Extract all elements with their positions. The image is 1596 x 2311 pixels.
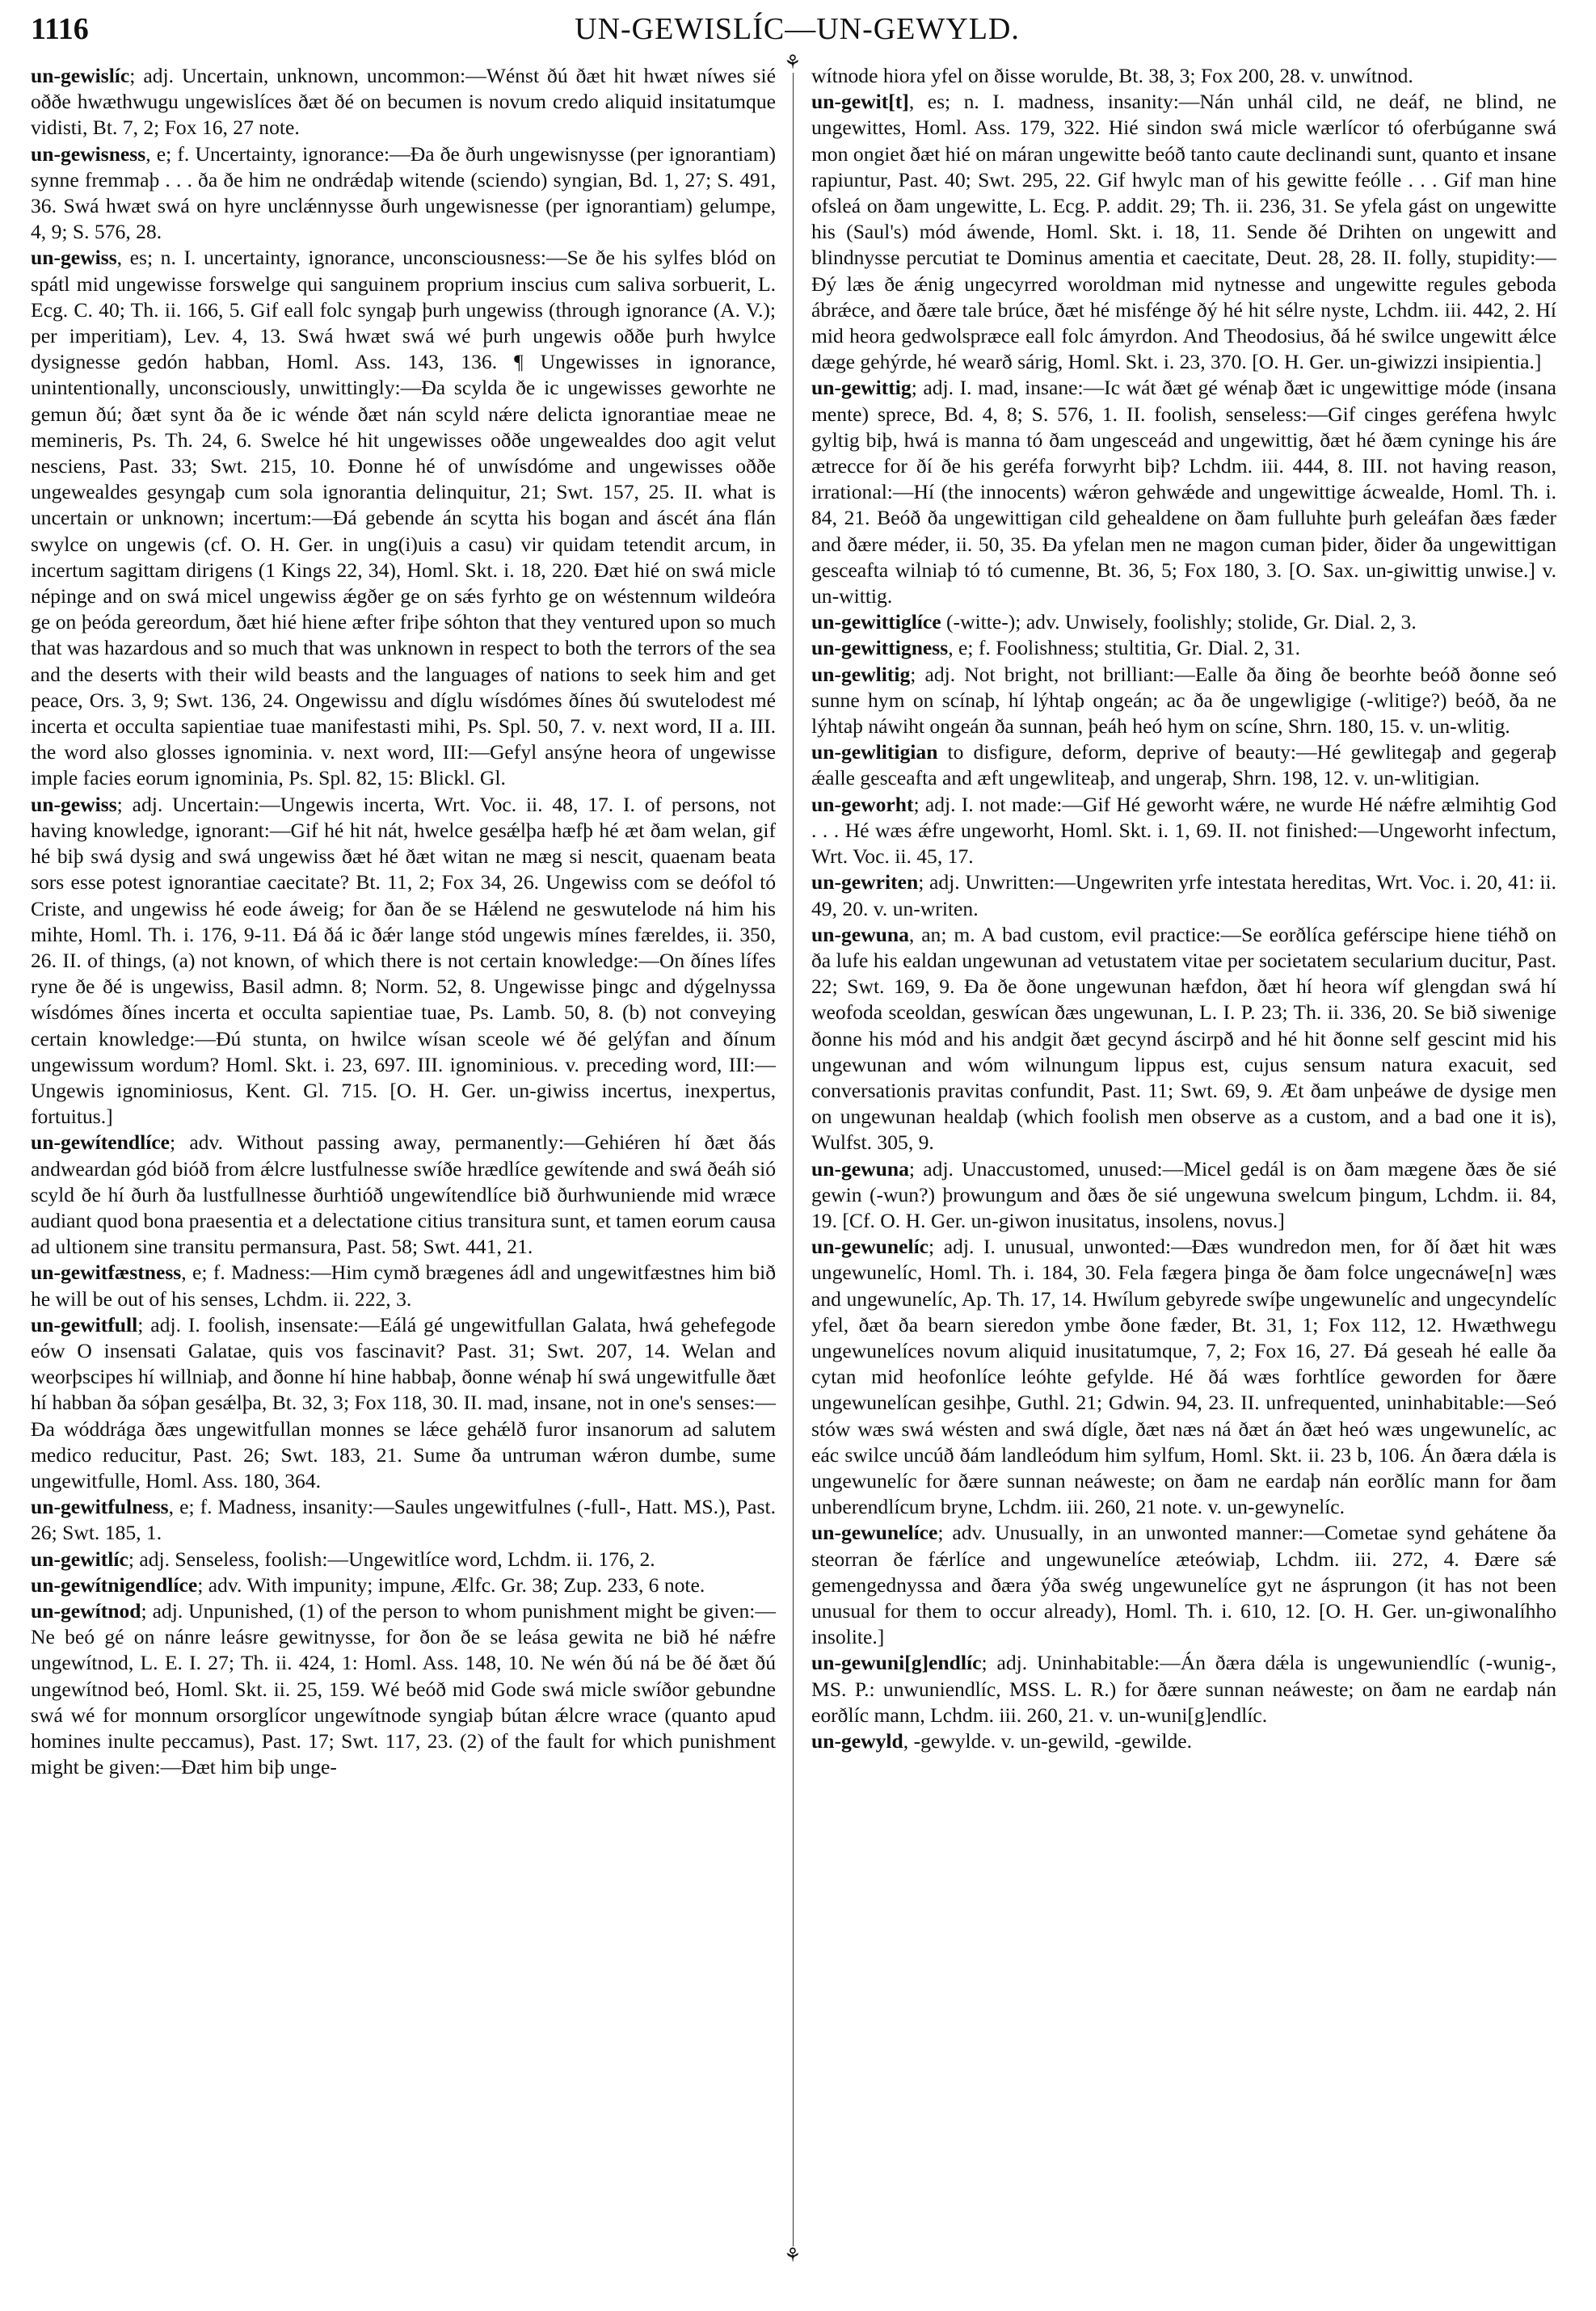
entry-headword: un-gewitfulness	[31, 1495, 169, 1519]
entry-text: ; adj. Unaccustomed, unused:—Micel gedál is on ðam mægene ðæs ðe sié gewin (-wun?) þrowungum and ðæs ðe sié ungewuna swelcum þingum, Lchdm. ii. 84, 19. [Cf. O. H. Ger. un-giwon inusitatus, insolens, novus.]	[811, 1156, 1556, 1232]
dictionary-entry	[31, 1598, 776, 1780]
entry-text: to disfigure, deform, deprive of beauty:—Hé gewlitegaþ and gegeraþ ǽalle gesceafta and æft ungewliteaþ, and ungeraþ, Shrn. 198, 12. v. un-wlitigian.	[811, 740, 1556, 790]
entry-headword: un-gewyld	[811, 1729, 903, 1753]
entry-headword: un-gewítnod	[31, 1598, 141, 1623]
page-header	[31, 11, 1564, 52]
entry-headword: un-gewisness	[31, 141, 146, 166]
dictionary-entry	[31, 1547, 776, 1572]
entry-headword: un-gewlitig	[811, 662, 911, 686]
dictionary-entry	[811, 1650, 1556, 1728]
dictionary-entry	[31, 63, 776, 141]
entry-text: ; adj. I. unusual, unwonted:—Ðæs wundredon men, for ðí ðæt hit wæs ungewunelíc, Homl. Th. i. 184, 30. Fela fægera þinga ðe ðam folce ungecnáwe[n] wæs and ungewunelíc, Ap. Th. 17, 14. Hwílum gebyrede swíþe ungewunelíc and ungecyndelíc yfel, ðæt ða bearn sieredon ymbe ðone fæder, Bt. 31, 1; Fox 112, 12. Hwæthwegu ungewunelíces novum aliquid inusitatumque, 7, 2; Fox 16, 27. Ðá geseah hé ealle ða cytan mid heofonlíce leóhte gefylde. Hé ðá wæs forhtlíce geworden for ðære ungewunelícan gesihþe, Guthl. 21; Gdwin. 94, 23. II. unfrequented, uninhabitable:—Seó stów wæs swá wésten and swá dígle, ðæt næs ná ðæt án ðæt heó wæs ungewunelíc, ac eác swilce uncúð ðám landleódum him sylfum, Homl. Skt. ii. 23 b, 106. Án ðæra dǽla is ungewunelíc for ðære sunnan neáweste; on ðam ne eardaþ nán eorðlíc mann for ðam unberendlícum bryne, Lchdm. iii. 260, 21 note. v. un-gewynelíc.	[811, 1235, 1556, 1519]
dictionary-entry	[811, 375, 1556, 609]
entry-headword: un-gewit[t]	[811, 90, 909, 114]
entry-text: ; adj. Uncertain:—Ungewis incerta, Wrt. Voc. ii. 48, 17. I. of persons, not having knowledge, ignorant:—Gif hé hit nát, hwelce gesǽlþa hæfþ hé æt ðam welan, gif hé biþ swá dysig and swá ungewiss ðæt hé ðæt witan ne mæg si nescit, quaenam beata sors esse potest ignorantiae caecitate? Bt. 11, 2; Fox 34, 26. Ungewiss com se deófol tó Criste, and ungewiss hé eode áweig; for ðan ðe se Hǽlend ne geswutelode ná him his mihte, Homl. Th. i. 176, 9-11. Ðá ðá ic ðǽr lange stód ungewis mínes færeldes, ii. 350, 26. II. of things, (a) not known, of which there is not certain knowledge:—On ðínes lífes ryne ðe ðé is ungewiss, Basil admn. 8; Norm. 52, 8. Ungewisse þingc and dýgelnyssa wísdómes ðínes incerta et occulta sapientiae tuae, Ps. Lamb. 50, 8. (b) not conveying certain knowledge:—Ðú stunta, on hwilce wísan sceole wé ðé gelýfan and ðínum ungewissum wordum? Homl. Skt. i. 23, 697. III. ignominious. v. preceding word, III:—Ungewis ignominiosus, Kent. Gl. 715. [O. H. Ger. un-giwiss incertus, inexpertus, fortuitus.]	[31, 792, 776, 1129]
dictionary-entry	[811, 89, 1556, 375]
entry-headword: un-gewittigness	[811, 636, 949, 660]
entry-text: ; adj. Not bright, not brilliant:—Ealle ða ðing ðe beorhte beóð ðonne seó sunne hym on scínaþ, hí lýhtaþ ongeán; ac ða ðe ungewligige (-wlitige?) beóð, ða ne lýhtaþ náwiht ongeán ða sunnan, þeáh heó hym on scíne, Shrn. 180, 15. v. un-wlitig.	[811, 662, 1556, 739]
page-number: 1116	[31, 12, 89, 46]
entry-text: wítnode hiora yfel on ðisse worulde, Bt. 38, 3; Fox 200, 28. v. unwítnod.	[811, 64, 1413, 87]
entry-headword: un-gewítnigendlíce	[31, 1572, 198, 1597]
dictionary-entry	[811, 869, 1556, 921]
dictionary-entry	[811, 1234, 1556, 1520]
dictionary-entry	[31, 1130, 776, 1260]
entry-text: , e; f. Madness:—Him cymð brægenes ádl and ungewitfæstnes him bið he will be out of his senses, Lchdm. ii. 222, 3.	[31, 1261, 776, 1311]
ornament-bottom-icon: ⚘	[784, 2246, 802, 2267]
entry-headword: un-gewunelíc	[811, 1235, 929, 1259]
entry-text: , e; f. Uncertainty, ignorance:—Ða ðe ðurh ungewisnysse (per ignorantiam) synne fremmaþ . . . ða ðe him ne ondrǽdaþ witende (sciendo) syngian, Bd. 1, 27; S. 491, 36. Swá hwæt swá on hyre unclǽnnysse ðurh ungewisnesse (per ignorantiam) gelumpe, 4, 9; S. 576, 28.	[31, 141, 776, 244]
dictionary-entry	[31, 792, 776, 1130]
entry-headword: un-gewiss	[31, 792, 117, 816]
entry-text: , -gewylde. v. un-gewild, -gewilde.	[903, 1729, 1193, 1753]
entry-headword: un-gewislíc	[31, 64, 130, 87]
entry-headword: un-gewiss	[31, 246, 117, 270]
entry-text: , es; n. I. madness, insanity:—Nán unhál cild, ne deáf, ne blind, ne ungewittes, Homl. Ass. 179, 322. Hié sindon swá micle wærlícor tó oferbúganne swá mon ongiet ðæt hié on máran ungewitte beóð tanto caute declinandi sunt, quanto et insane rapiuntur, Past. 40; Swt. 295, 22. Gif hwylc man of his gewitte feólle . . . Gif man hine ofsleá on ðam ungewitte, L. Ecg. P. addit. 29; Th. ii. 236, 31. Se yfela gást on ungewitte his (Saul's) mód áwende, Homl. Skt. i. 18, 11. Sende ðé Drihten on ungewitt and blindnysse percutiat te Dominus amentia et caecitate, Deut. 28, 28. II. folly, stupidity:—Ðý læs ðe ǽnig ungecyrred woroldman mid nytnesse and ungewitte regules geboda ábrǽce, and ðære tale brúce, ðæt hé misfénge ðý hé hit sélre nyste, Lchdm. iii. 442, 2. Hí mid heora gedwolspræce eall folc ámyrdon. And Theodosius, ðá hé swilce ungewitt ǽlce dæge gehýrde, hé wearð sárig, Homl. Skt. i. 23, 370. [O. H. Ger. un-giwizzi insipientia.]	[811, 90, 1556, 374]
dictionary-entry	[811, 739, 1556, 791]
entry-text: ; adj. I. foolish, insensate:—Eálá gé ungewitfullan Galata, hwá gehefegode eów O insensati Galatae, quis vos fascinavit? Past. 31; Swt. 207, 14. Welan and weorþscipes hí willniaþ, and ðonne hí hine habbaþ, ðonne wénaþ hí swá ungewitfulle ðæt hí habban ða sóþan gesǽlþa, Bt. 32, 3; Fox 118, 30. II. mad, insane, not in one's senses:—Ða wóddrága ðæs ungewitfullan monnes se lǽce gehǽlð furor insanorum ad salutem medico reducitur, Past. 26; Swt. 183, 21. Sume ða untruman wǽron dumbe, sume ungewitfulle, Homl. Ass. 180, 364.	[31, 1312, 776, 1492]
entry-headword: un-gewuni[g]endlíc	[811, 1651, 982, 1675]
left-column	[31, 63, 776, 1780]
dictionary-entry	[811, 63, 1556, 89]
entry-headword: un-gewittiglíce	[811, 610, 941, 634]
entry-headword: un-gewriten	[811, 870, 919, 895]
entry-headword: un-gewuna	[811, 1156, 909, 1181]
dictionary-entry	[811, 1728, 1556, 1754]
entry-text: ; adj. Unpunished, (1) of the person to whom punishment might be given:—Ne beó gé on nánre leásre gewitnysse, for ðon ðe se leása gewita ne bið hé nǽfre ungewítnod, L. E. I. 27; Th. ii. 424, 1: Homl. Ass. 148, 10. Ne wén ðú ná be ðé ðæt ðú ungewítnod beó, Homl. Skt. ii. 25, 159. Wé beóð mid Gode swá micle swíðor gebundne swá wé for monnum orsorglícor ungewítnode syngiaþ bútan ǽlcre wrace (quanto apud homines inulte peccamus), Past. 17; Swt. 117, 23. (2) of the fault for which punishment might be given:—Ðæt him biþ unge-	[31, 1598, 776, 1779]
entry-text: ; adj. Senseless, foolish:—Ungewitlíce word, Lchdm. ii. 176, 2.	[128, 1547, 655, 1571]
entry-text: ; adv. Without passing away, permanently:—Gehiéren hí ðæt ðás andweardan gód bióð from ǽlcre lustfulnesse swíðe hrædlíce gewítende and swá ðeáh sió scyld ðe hí ðurh ða lustfullnesse ðurhtióð ungewítendlíce bið ðurhwuniende mid wræce audiant quod bona praesentia et a delectatione citius transitura sunt, et tamen eorum causa ad ultionem sine transitu permansura, Past. 58; Swt. 441, 21.	[31, 1130, 776, 1259]
entry-text: ; adj. Uncertain, unknown, uncommon:—Wénst ðú ðæt hit hwæt níwes sié oððe hwæthwugu ungewislíces ðæt ðé on becumen is novum credo aliquid insitatumque vidisti, Bt. 7, 2; Fox 16, 27 note.	[31, 64, 776, 140]
dictionary-entry	[811, 635, 1556, 661]
entry-text: ; adj. Uninhabitable:—Án ðæra dǽla is ungewuniendlíc (-wunig-, MS. P.: unwuniendlíc, MSS. L. R.) for ðære sunnan neáweste; on ðam ne eardaþ nán eorðlíc mann, Lchdm. iii. 260, 21. v. un-wuni[g]endlíc.	[811, 1651, 1556, 1727]
dictionary-entry	[811, 609, 1556, 635]
dictionary-entry	[811, 922, 1556, 1156]
entry-text: , e; f. Foolishness; stultitia, Gr. Dial. 2, 31.	[948, 636, 1301, 660]
dictionary-entry	[31, 1572, 776, 1598]
entry-headword: un-gewitlíc	[31, 1547, 128, 1571]
entry-headword: un-geworht	[811, 792, 914, 816]
entry-text: ; adj. Unwritten:—Ungewriten yrfe intestata hereditas, Wrt. Voc. i. 20, 41: ii. 49, 20. v. un-writen.	[811, 870, 1556, 920]
dictionary-entry	[31, 245, 776, 791]
entry-headword: un-gewitfull	[31, 1312, 138, 1337]
entry-text: , an; m. A bad custom, evil practice:—Se eorðlíca geférscipe hiene tiéhð on ða lufe his ealdan ungewunan ad vetustatem vitae per societatem secularium ducitur, Past. 22; Swt. 169, 9. Ða ðe ðone ungewunan hæfdon, ðæt hí heora wíf glengdan swá hí weofoda sceoldan, geswícan ðæs ungewunan, L. I. P. 23; Th. ii. 336, 20. Se bið siwenige ðonne his mód and his andgit ðæt gecynd áscirpð and hé hit ðonne self gescint mid his ungewunan and wóm wilnungum lippus est, cujus sensum natura exacuit, sed conversationis pravitas confundit, Past. 11; Swt. 69, 9. Æt ðam unþeáwe de dysige men on ungewunan healdaþ (which foolish men observe as a custom, and a bad one it is), Wulfst. 305, 9.	[811, 922, 1556, 1155]
entry-headword: un-gewítendlíce	[31, 1130, 171, 1155]
entry-text: , e; f. Madness, insanity:—Saules ungewitfulnes (-full-, Hatt. MS.), Past. 26; Swt. 185, 1.	[31, 1495, 776, 1545]
entry-headword: un-gewunelíce	[811, 1521, 938, 1545]
entry-text: ; adv. Unusually, in an unwonted manner:—Cometae synd gehátene ða steorran ðe fǽrlíce and ungewunelíce æteówiaþ, Lchdm. iii. 272, 4. Ðære sǽ gemengednyssa and ðæra ýða swég ungewunelíce gyt ne ásprungon (it has not been unusual for them to occur already), Homl. Th. i. 610, 12. [O. H. Ger. un-giwonalíhho insolite.]	[811, 1521, 1556, 1649]
dictionary-entry	[31, 1312, 776, 1494]
dictionary-entry	[811, 662, 1556, 740]
dictionary-entry	[811, 1156, 1556, 1235]
ornament-top-icon: ⚘	[784, 53, 802, 74]
entry-headword: un-gewittig	[811, 376, 912, 400]
entry-text: , es; n. I. uncertainty, ignorance, unconsciousness:—Se ðe his sylfes blód on spátl mid ungewisse forswelge qui sanguinem proprium inscius cum saliva sorbuerit, L. Ecg. C. 40; Th. ii. 166, 5. Gif eall folc syngaþ þurh ungewiss (through ignorance (A. V.); per imperitiam), Lev. 4, 13. Swá hwæt swá wé þurh ungewis oððe þurh hwylce dysignesse gedón habban, Homl. Ass. 143, 136. ¶ Ungewisses in ignorance, unintentionally, unconsciously, unwittingly:—Ða scylda ðe ic ungewisses geworhte ne gemun ðú; ðæt synt ða ðe ic wénde ðæt nán scyld nǽre delicta ignorantiae meae ne memineris, Ps. Th. 24, 6. Swelce hé hit ungewisses oððe ungewealdes doo agit velut nesciens, Past. 33; Swt. 215, 10. Ðonne hé of unwísdóme and ungewisses oððe ungewealdes gesyngaþ cum sola ignorantia delinquitur, 21; Swt. 157, 25. II. what is uncertain or unknown; incertum:—Ðá gebende án scytta his bogan and áscét ána flán swylce on ungewis (cf. O. H. Ger. in ung(i)uis a casu) vir quidam tetendit arcum, in incertum sagittam dirigens (1 Kings 22, 34), Homl. Skt. i. 18, 220. Ðæt hié on swá micle népinge and on swá micel ungewiss ǽgðer ge on sǽs fyrhto ge on wéstennum wildeóra ge on þeóda gereordum, ðæt hié hiene æfter friþe sóhton that they ventured upon so much that was hazardous and so much that was unknown in respect to both the terrors of the sea and the deserts with their wild beasts and the languages of nations to seek him and get peace, Ors. 3, 9; Swt. 136, 24. Ongewissu and díglu wísdómes ðínes ðú swutelodest mé incerta et occulta sapientiae tuae manifestasti mihi, Ps. Spl. 50, 7. v. next word, II a. III. the word also glosses ignominia. v. next word, III:—Gefyl ansýne heora of ungewisse imple facies eorum ignominia, Ps. Spl. 82, 15: Blickl. Gl.	[31, 246, 776, 790]
entry-text: (-witte-); adv. Unwisely, foolishly; stolide, Gr. Dial. 2, 3.	[941, 610, 1417, 634]
entry-text: ; adj. I. mad, insane:—Ic wát ðæt gé wénaþ ðæt ic ungewittige móde (insana mente) sprece, Bd. 4, 8; S. 576, 1. II. foolish, senseless:—Gif cinges geréfena hwylc gyltig biþ, hwá is manna tó ðam ungesceád and ungewittig, ðæt hé ðæm cyninge his áre ætrecce for ðí ðe his geréfa forwyrht biþ? Lchdm. iii. 444, 8. III. not having reason, irrational:—Hí (the innocents) wǽron gehwǽde and ungewittige ácwealde, Homl. Th. i. 84, 21. Beóð ða ungewittigan cild gehealdene on ðam fulluhte þurh geleáfan ðæs fæder and ðære méder, ii. 50, 35. Ða yfelan men ne magon cuman þider, ðider ða ungewittigan gesceafta wilniaþ tó tó cumenne, Bt. 36, 5; Fox 180, 3. [O. Sax. un-giwittig unwise.] v. un-wittig.	[811, 376, 1556, 608]
entry-text: ; adj. I. not made:—Gif Hé geworht wǽre, ne wurde Hé nǽfre ælmihtig God . . . Hé wæs ǽfre ungeworht, Homl. Skt. i. 1, 69. II. not finished:—Ungeworht infectum, Wrt. Voc. ii. 45, 17.	[811, 792, 1556, 869]
entry-text: ; adv. With impunity; impune, Ælfc. Gr. 38; Zup. 233, 6 note.	[197, 1572, 705, 1597]
right-column	[811, 63, 1556, 1754]
running-title: UN-GEWISLÍC—UN-GEWYLD.	[575, 12, 1020, 46]
dictionary-entry	[31, 141, 776, 246]
dictionary-entry	[31, 1494, 776, 1546]
entry-headword: un-gewlitigian	[811, 740, 938, 764]
dictionary-entry	[31, 1260, 776, 1311]
entry-headword: un-gewuna	[811, 922, 909, 946]
entry-headword: un-gewitfæstness	[31, 1261, 182, 1285]
column-divider	[793, 73, 794, 2246]
dictionary-entry	[811, 792, 1556, 870]
dictionary-entry	[811, 1520, 1556, 1650]
